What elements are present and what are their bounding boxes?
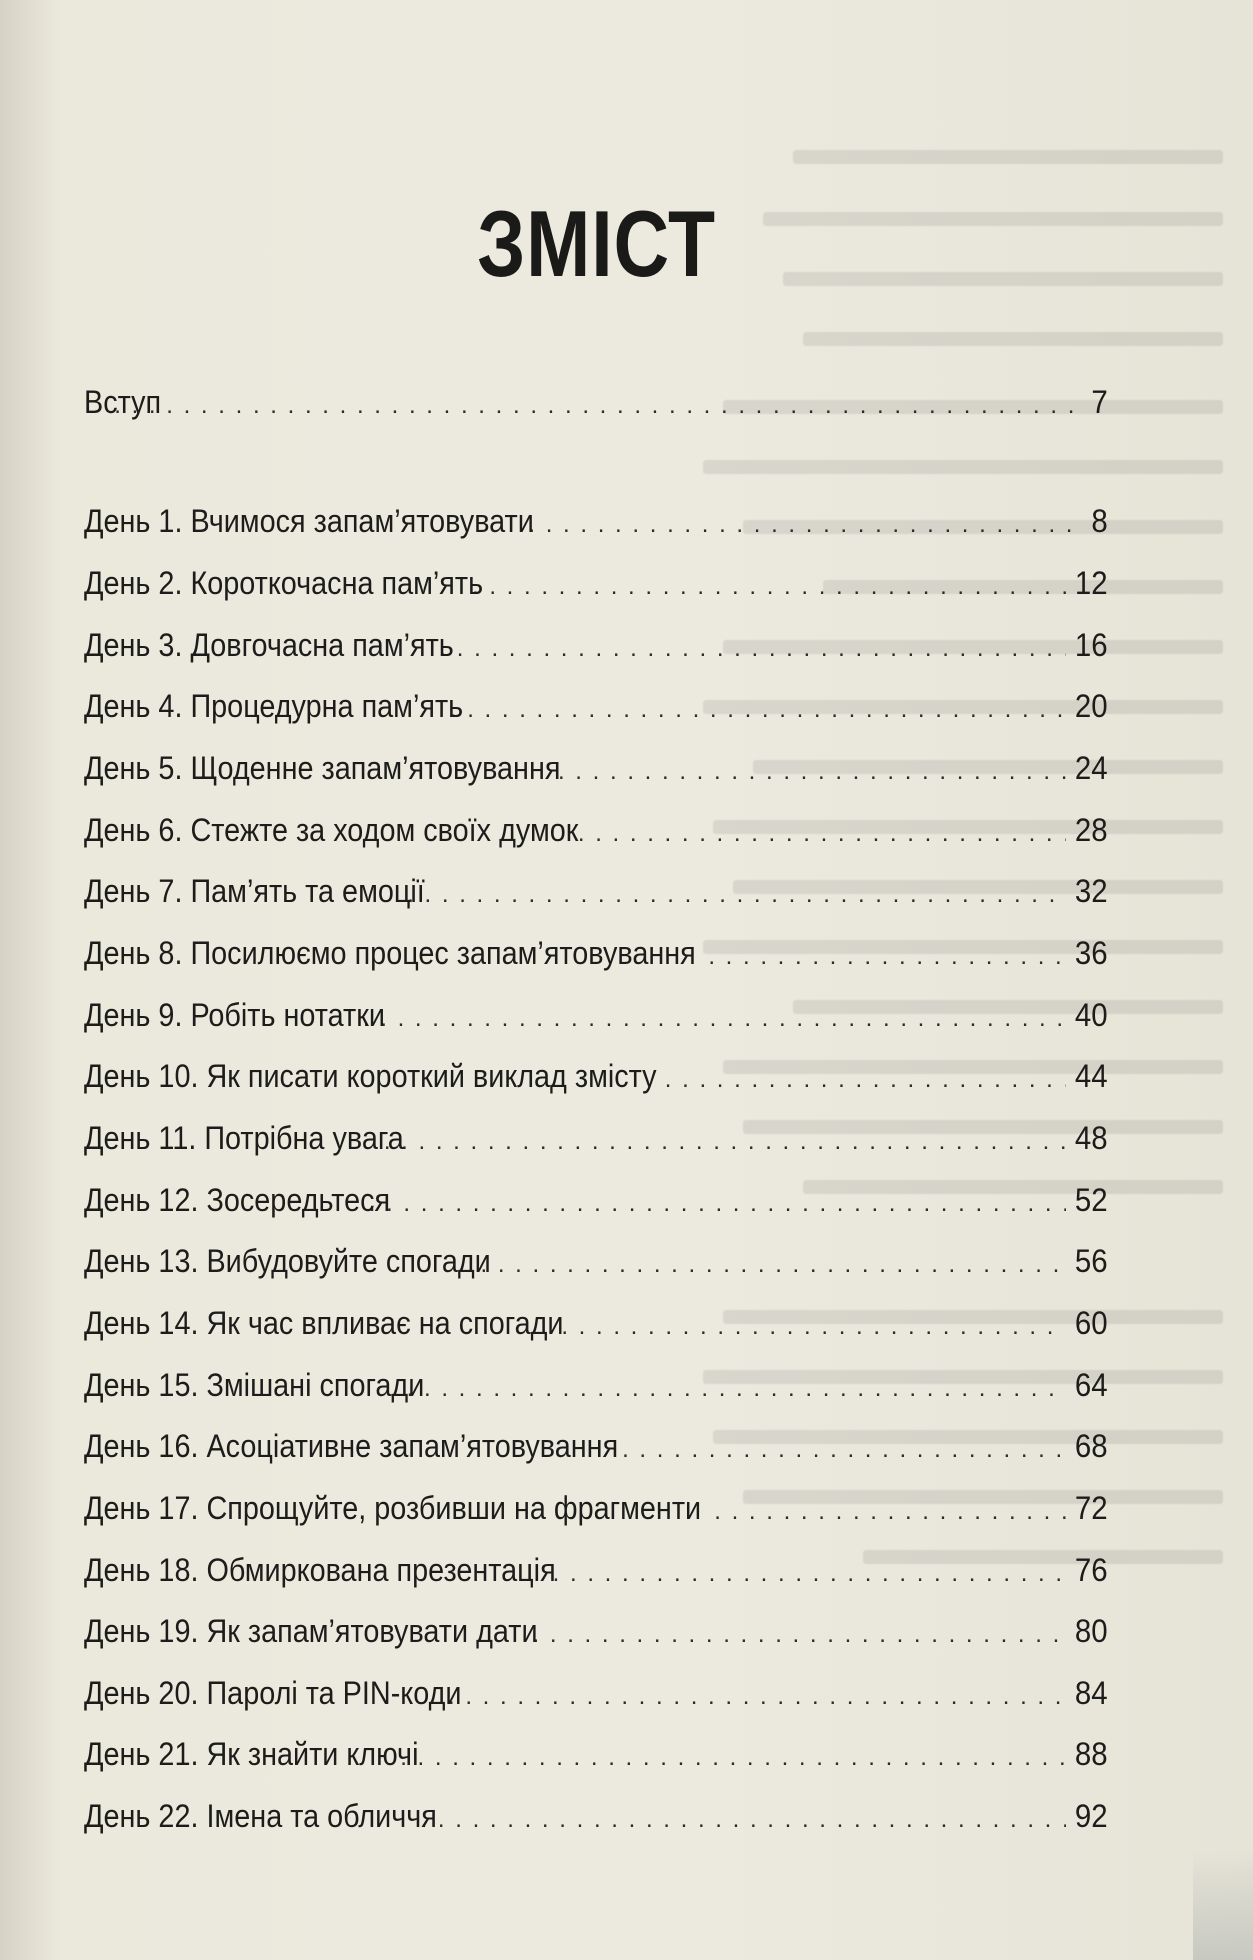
toc-entry-title: День 5. Щоденне запам’ятовування — [84, 750, 561, 786]
toc-entry — [84, 561, 1108, 605]
toc-entry-page: 8 — [1091, 503, 1108, 539]
toc-entry-page: 20 — [1075, 688, 1108, 724]
toc-entry — [84, 1054, 1108, 1098]
toc-leader-dots — [480, 1243, 1066, 1287]
toc-entry-page: 7 — [1091, 384, 1108, 420]
toc-entry-title: День 2. Короткочасна пам’ять — [84, 565, 484, 601]
toc-entry-page: 56 — [1075, 1243, 1108, 1279]
toc-entry-page: 16 — [1075, 627, 1108, 663]
page-corner-shade — [1193, 1850, 1253, 1960]
toc-leader-dots — [714, 1490, 1066, 1534]
toc-leader-dots — [421, 1798, 1067, 1842]
toc-entry-title: День 12. Зосередьтеся — [84, 1182, 391, 1218]
toc-entry-title: День 21. Як знайти ключі — [84, 1736, 419, 1772]
toc-leader-dots — [561, 1305, 1066, 1349]
toc-leader-dots — [708, 935, 1066, 979]
toc-leader-dots — [533, 1613, 1067, 1657]
toc-entry-page: 36 — [1075, 935, 1108, 971]
toc-leader-dots — [439, 627, 1066, 671]
toc-entry-title: Вступ — [84, 384, 162, 420]
toc-entry-page: 52 — [1075, 1182, 1108, 1218]
toc-entry-title: День 8. Посилюємо процес запам’ятовування — [84, 935, 696, 971]
toc-leader-dots — [450, 688, 1067, 732]
toc-entry — [84, 623, 1108, 667]
toc-entry-page: 44 — [1075, 1058, 1108, 1094]
toc-leader-dots — [528, 503, 1084, 547]
toc-entry-page: 84 — [1075, 1675, 1108, 1711]
toc-entry-title: День 7. Пам’ять та емоції — [84, 873, 425, 909]
toc-entry-title: День 15. Змішані спогади — [84, 1367, 425, 1403]
toc-entry — [84, 1116, 1108, 1160]
toc-entry-page: 40 — [1075, 997, 1108, 1033]
toc-leader-dots — [114, 384, 1084, 428]
toc-leader-dots — [558, 750, 1066, 794]
toc-entry — [84, 1671, 1108, 1715]
toc-entry-page: 64 — [1075, 1367, 1108, 1403]
toc-entry — [84, 1178, 1108, 1222]
toc-leader-dots — [553, 1552, 1067, 1596]
toc-entry-page: 48 — [1075, 1120, 1108, 1156]
toc-entry — [84, 1301, 1108, 1345]
toc-leader-dots — [665, 1058, 1067, 1102]
toc-leader-dots — [407, 873, 1066, 917]
toc-entry — [84, 380, 1108, 424]
toc-entry-title: День 3. Довгочасна пам’ять — [84, 627, 454, 663]
toc-entry-page: 80 — [1075, 1613, 1108, 1649]
toc-entry-title: День 13. Вибудовуйте спогади — [84, 1243, 491, 1279]
toc-entry-page: 88 — [1075, 1736, 1108, 1772]
toc-entry-title: День 6. Стежте за ходом своїх думок — [84, 812, 579, 848]
toc-entry — [84, 1424, 1108, 1468]
toc-entry-title: День 14. Як час впливає на спогади — [84, 1305, 564, 1341]
toc-entry — [84, 746, 1108, 790]
toc-entry-title: День 19. Як запам’ятовувати дати — [84, 1613, 538, 1649]
toc-entry-title: День 11. Потрібна увага — [84, 1120, 404, 1156]
toc-entry-title: День 22. Імена та обличчя — [84, 1798, 437, 1834]
toc-entry-page: 32 — [1075, 873, 1108, 909]
toc-entry-page: 12 — [1075, 565, 1108, 601]
toc-entry — [84, 1239, 1108, 1283]
toc-entry — [84, 1794, 1108, 1838]
toc-entry-title: День 4. Процедурна пам’ять — [84, 688, 464, 724]
page-title: ЗМІСТ — [477, 191, 716, 296]
toc-leader-dots — [369, 1182, 1067, 1226]
toc-entry-page: 72 — [1075, 1490, 1108, 1526]
toc-entry-title: День 10. Як писати короткий виклад змісту — [84, 1058, 657, 1094]
toc-leader-dots — [407, 1367, 1067, 1411]
toc-entry — [84, 684, 1108, 728]
toc-leader-dots — [400, 1736, 1066, 1780]
toc-leader-dots — [363, 997, 1066, 1041]
toc-entry-title: День 9. Робіть нотатки — [84, 997, 385, 1033]
toc-leader-dots — [622, 1428, 1066, 1472]
toc-entry — [84, 1486, 1108, 1530]
toc-entry-page: 60 — [1075, 1305, 1108, 1341]
toc-entry — [84, 1363, 1108, 1407]
toc-entry-title: День 17. Спрощуйте, розбивши на фрагменти — [84, 1490, 702, 1526]
toc-entry-title: День 18. Обмиркована презентація — [84, 1552, 556, 1588]
toc-entry — [84, 1609, 1108, 1653]
toc-entry-page: 76 — [1075, 1552, 1108, 1588]
page-spine-shadow — [0, 0, 60, 1960]
toc-leader-dots — [448, 1675, 1066, 1719]
toc-entry — [84, 931, 1108, 975]
toc-entry — [84, 808, 1108, 852]
toc-entry-title: День 20. Паролі та PIN-коди — [84, 1675, 462, 1711]
toc-entry-title: День 16. Асоціативне запам’ятовування — [84, 1428, 619, 1464]
toc-entry — [84, 869, 1108, 913]
toc-entry-page: 92 — [1075, 1798, 1108, 1834]
toc-leader-dots — [578, 812, 1067, 856]
toc-entry-page: 24 — [1075, 750, 1108, 786]
toc-entry — [84, 993, 1108, 1037]
toc-entry-title: День 1. Вчимося запам’ятовувати — [84, 503, 534, 539]
toc-leader-dots — [472, 565, 1066, 609]
toc-leader-dots — [384, 1120, 1067, 1164]
toc-entry-page: 68 — [1075, 1428, 1108, 1464]
toc-entry — [84, 499, 1108, 543]
toc-entry — [84, 1548, 1108, 1592]
toc-entry — [84, 1732, 1108, 1776]
toc-entry-page: 28 — [1075, 812, 1108, 848]
